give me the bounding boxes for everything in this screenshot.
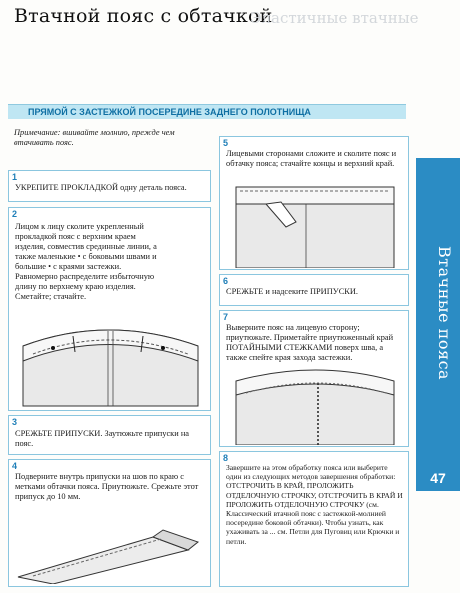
step-7 — [219, 310, 409, 447]
step-8 — [219, 451, 409, 587]
side-tab — [416, 158, 460, 491]
step-number: 5 — [223, 138, 229, 148]
illustration-waistband-pinned — [13, 306, 208, 410]
step-number: 4 — [12, 461, 18, 471]
step-1 — [8, 170, 211, 202]
step-text: Выверните пояс на лицевую сторону; приутюжьте. Приметайте приутюженный край ПОТАЙНЫМИ СТЕЖКАМИ поверх шва, а также спейте края захода застежки. — [226, 323, 394, 362]
step-text: СРЕЖЬТЕ ПРИПУСКИ. Заутюжьте припуски на пояс. — [15, 429, 190, 448]
step-text: Завершите на этом обработку пояса или выберите один из следующих методов завершения обработки: ОТСТРОЧИТЬ В КРАЙ, ПРОЛОЖИТЬ ОТДЕЛОЧНУЮ СТРОЧКУ, ОТСТРОЧИТЬ В КРАЙ И ПРОЛОЖИТЬ ОТДЕЛОЧНУЮ СТРОЧКУ (см. Классический втачной пояс с застежкой-молнией посередине боковой обтачки). Чтобы узнать, как ухаживать за ... см. Петли для Пуговиц или Крючки и петли. — [226, 463, 403, 546]
step-4 — [8, 459, 211, 587]
step-number: 8 — [223, 453, 229, 463]
step-number: 1 — [12, 172, 18, 182]
illustration-waistband-turned — [226, 363, 404, 445]
illustration-facing-pressed — [13, 522, 208, 584]
step-5 — [219, 136, 409, 270]
page-number: 47 — [430, 470, 446, 486]
section-banner: ПРЯМОЙ С ЗАСТЕЖКОЙ ПОСЕРЕДИНЕ ЗАДНЕГО ПОЛОТНИЩА — [8, 104, 406, 119]
step-number: 3 — [12, 417, 18, 427]
step-3 — [8, 415, 211, 455]
illustration-waistband-stitched — [226, 182, 404, 268]
step-text: Лицом к лицу сколите укрепленный прокладкой пояс с верхним краем изделия, совместив срединные линии, а также маленькие • с боковыми швами и большие • с краями застежки. Равномерно распределите избыточную длину по верхнему краю изделия. Сметайте; стачайте. — [15, 222, 157, 301]
page-title: Втачной пояс с обтачкой — [14, 5, 273, 27]
note-text: Примечание: вшивайте молнию, прежде чем втачивать пояс. — [14, 128, 175, 147]
step-text: Подверните внутрь припуски на шов по краю с метками обтачки пояса. Приутюжьте. Срежьте этот припуск до 10 мм. — [15, 472, 199, 501]
step-6 — [219, 274, 409, 306]
step-number: 2 — [12, 209, 18, 219]
side-tab-label: Втачные пояса — [435, 245, 454, 381]
step-text: СРЕЖЬТЕ и надсеките ПРИПУСКИ. — [226, 287, 359, 296]
step-text: Лицевыми сторонами сложите и сколите пояс и обтачку пояса; стачайте концы и верхний край. — [226, 149, 397, 168]
bleed-through-heading: Эластичные втачные — [250, 9, 419, 27]
step-number: 6 — [223, 276, 229, 286]
step-number: 7 — [223, 312, 229, 322]
step-2 — [8, 207, 211, 411]
step-text: УКРЕПИТЕ ПРОКЛАДКОЙ одну деталь пояса. — [15, 183, 187, 192]
